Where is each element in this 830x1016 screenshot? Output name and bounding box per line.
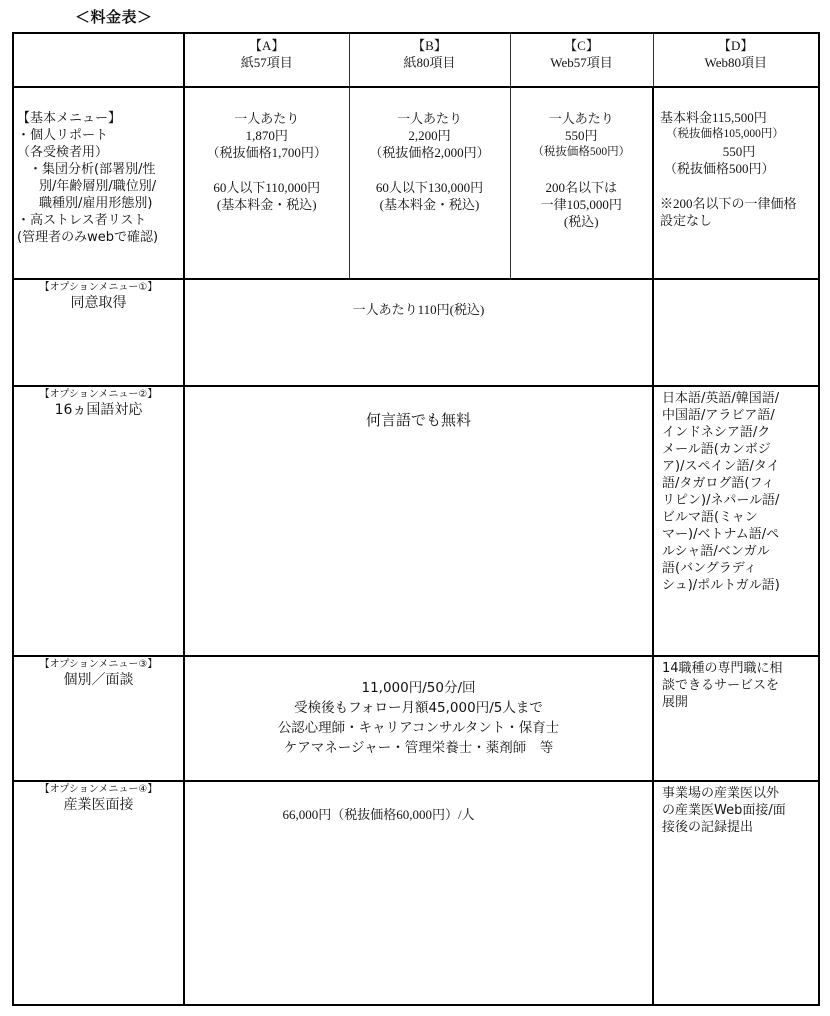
basic-label-line: ・個人リポート (17, 128, 109, 143)
option-body-line: 公認心理師・キャリアコンサルタント・保育士 (277, 720, 560, 736)
price-line: ※200名以下の一律価格 (660, 196, 797, 211)
basic-price-b (349, 87, 510, 279)
price-line: 一律105,000円 (540, 197, 622, 212)
option-row-1 (13, 279, 819, 386)
option-2-body (184, 386, 653, 656)
note-line: 語(バングラディ (662, 561, 757, 576)
note-line: の産業医Web面接/面 (662, 803, 786, 818)
price-line: (基本料金・税込) (216, 197, 317, 212)
price-line: 1,870円 (245, 128, 288, 143)
basic-price-a (184, 87, 349, 279)
price-line: 550円 (564, 128, 598, 143)
note-line: 日本語/英語/韓国語/ (662, 391, 780, 406)
option-body-line: 一人あたり110円(税込) (352, 302, 485, 317)
note-line: 談できるサービスを (662, 678, 780, 693)
header-col-a (184, 33, 349, 87)
col-d-code: 【D】 (718, 38, 754, 53)
note-line: インドネシア語/ク (662, 425, 771, 440)
basic-price-c (510, 87, 653, 279)
header-col-c (510, 33, 653, 87)
price-line: （税抜価格105,000円） (666, 128, 784, 140)
price-line: 60人以下130,000円 (375, 180, 484, 195)
basic-label-line: ・集団分析(部署別/性 (29, 162, 156, 177)
option-row-3 (13, 656, 819, 781)
basic-label-line: ・高ストレス者リスト (17, 213, 147, 228)
option-3-label (13, 656, 184, 781)
price-line: 2,200円 (408, 128, 451, 143)
option-body-line: 受検後もフォロー月額45,000円/5人まで (294, 700, 543, 716)
note-line: 事業場の産業医以外 (662, 786, 780, 801)
price-line: 設定なし (660, 213, 713, 228)
fee-table (12, 32, 820, 1006)
option-3-d-note (653, 656, 819, 781)
col-d-name: Web80項目 (704, 55, 767, 70)
option-body-line: 11,000円/50分/回 (361, 680, 476, 696)
option-row-2 (13, 386, 819, 656)
option-name: 同意取得 (70, 295, 127, 311)
header-col-b (349, 33, 510, 87)
note-line: ルシャ語/ベンガル (662, 544, 770, 559)
note-line: 14職種の専門職に相 (662, 661, 783, 676)
option-tag: 【オプションメニュー②】 (39, 389, 158, 400)
header-empty-cell (13, 33, 184, 87)
option-name: 個別／面談 (63, 672, 134, 688)
header-row (13, 33, 819, 87)
option-body-line: ケアマネージャー・管理栄養士・薬剤師 等 (283, 740, 554, 756)
note-line: ア)/スペイン語/タイ (662, 459, 780, 474)
price-line: 一人あたり (548, 111, 614, 126)
basic-label-line: 別/年齢層別/職位別/ (39, 179, 157, 194)
basic-label-line: 【基本メニュー】 (17, 111, 122, 126)
price-line: (基本料金・税込) (379, 197, 480, 212)
option-name: 16ヵ国語対応 (54, 402, 143, 418)
price-line: (税込) (563, 214, 599, 229)
col-b-code: 【B】 (412, 38, 447, 53)
option-tag: 【オプションメニュー③】 (39, 659, 158, 670)
price-line: 基本料金115,500円 (660, 110, 767, 125)
basic-price-d (653, 87, 819, 279)
note-line: 展開 (662, 695, 689, 710)
option-body-line: 66,000円（税抜価格60,000円）/人 (282, 807, 475, 822)
note-line: リピン)/ネパール語/ (662, 493, 780, 508)
col-a-code: 【A】 (249, 38, 285, 53)
basic-label-line: 職種別/雇用形態別) (39, 196, 153, 211)
price-line: （税抜価格500円） (532, 146, 631, 158)
col-b-name: 紙80項目 (403, 55, 456, 70)
option-2-d-note (653, 386, 819, 656)
note-line: 中国語/アラビア語/ (662, 408, 775, 423)
note-line: 語/タガログ語(フィ (662, 476, 775, 491)
note-line: マー)/ベトナム語/ペ (662, 527, 780, 542)
page-title: ＜料金表＞ (75, 8, 153, 26)
option-1-d-note (653, 279, 819, 386)
option-1-label (13, 279, 184, 386)
price-line: （税抜価格500円） (664, 161, 775, 176)
price-line: 一人あたり (234, 111, 300, 126)
basic-label-line: （各受検者用） (17, 145, 109, 160)
col-c-code: 【C】 (564, 38, 599, 53)
price-line: （税抜価格1,700円） (206, 145, 327, 160)
price-line: （税抜価格2,000円） (369, 145, 490, 160)
price-line: 200名以下は (545, 180, 617, 195)
price-line: 一人あたり (396, 111, 462, 126)
note-line: 接後の記録提出 (662, 820, 754, 835)
basic-menu-row (13, 87, 819, 279)
option-4-body (184, 781, 653, 1005)
option-name: 産業医面接 (63, 797, 134, 813)
note-line: シュ)/ポルトガル語) (662, 578, 780, 593)
option-1-body (184, 279, 653, 386)
note-line: メール語(カンボジ (662, 442, 771, 457)
price-line: 60人以下110,000円 (213, 180, 321, 195)
option-3-body (184, 656, 653, 781)
col-a-name: 紙57項目 (240, 55, 293, 70)
basic-label-line: (管理者のみwebで確認) (17, 230, 159, 245)
col-c-name: Web57項目 (550, 55, 613, 70)
option-4-d-note (653, 781, 819, 1005)
option-tag: 【オプションメニュー①】 (39, 282, 158, 293)
option-2-label (13, 386, 184, 656)
option-body-line: 何言語でも無料 (365, 411, 471, 429)
price-line: 550円 (722, 144, 756, 159)
note-line: ビルマ語(ミャン (662, 510, 758, 525)
option-4-label (13, 781, 184, 1005)
option-row-4 (13, 781, 819, 1005)
basic-menu-label (13, 87, 184, 279)
option-tag: 【オプションメニュー④】 (39, 784, 158, 795)
header-col-d (653, 33, 819, 87)
